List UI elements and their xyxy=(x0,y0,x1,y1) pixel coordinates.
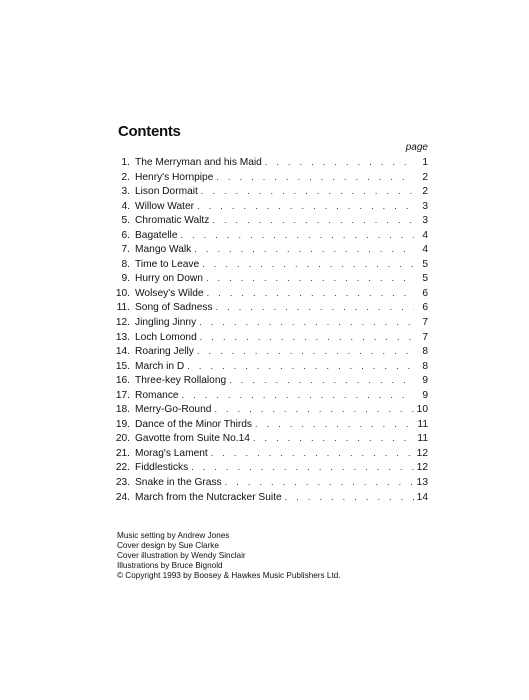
entry-page-number: 4 xyxy=(422,229,428,241)
entry-page-number: 10 xyxy=(416,404,428,416)
entry-page-number: 7 xyxy=(422,317,428,329)
entry-number: 5. xyxy=(121,215,130,227)
entry-title: Merry-Go-Round xyxy=(135,404,212,416)
entry-page-number: 13 xyxy=(416,477,428,489)
toc-entry xyxy=(114,184,428,199)
entry-title: Dance of the Minor Thirds xyxy=(135,418,253,430)
dot-leader xyxy=(207,286,414,301)
entry-title: Jingling Jinny xyxy=(135,317,197,329)
entry-number: 10. xyxy=(115,287,130,299)
dot-leader xyxy=(229,373,414,388)
entry-number: 7. xyxy=(121,244,130,256)
entry-page-number: 8 xyxy=(422,360,428,372)
entry-page-number: 4 xyxy=(422,244,428,256)
entry-title: Time to Leave xyxy=(135,258,200,270)
entry-number: 21. xyxy=(115,447,130,459)
toc-entry xyxy=(114,286,428,301)
entry-page-number: 9 xyxy=(422,389,428,401)
entry-page-number: 3 xyxy=(422,200,428,212)
toc-entry xyxy=(114,199,428,214)
entry-page-number: 9 xyxy=(422,375,428,387)
toc-entry xyxy=(114,344,428,359)
dot-leader xyxy=(194,242,414,257)
entry-title: Hurry on Down xyxy=(135,273,203,285)
entry-title: Willow Water xyxy=(135,200,195,212)
entry-number: 16. xyxy=(115,375,130,387)
entry-page-number: 12 xyxy=(416,447,428,459)
credits-block xyxy=(117,531,341,581)
entry-title: Roaring Jelly xyxy=(135,346,194,358)
dot-leader xyxy=(187,359,414,374)
entry-page-number: 1 xyxy=(422,157,428,168)
entry-title: Morag's Lament xyxy=(135,447,208,459)
dot-leader xyxy=(197,199,414,214)
entry-title: March from the Nutcracker Suite xyxy=(135,491,282,503)
entry-number: 18. xyxy=(115,404,130,416)
entry-number: 6. xyxy=(121,229,130,241)
dot-leader xyxy=(253,431,414,446)
dot-leader xyxy=(212,213,414,228)
toc-entry xyxy=(114,431,428,446)
entry-number: 23. xyxy=(115,477,130,489)
dot-leader xyxy=(199,315,414,330)
entry-number: 12. xyxy=(115,317,130,329)
toc-entry xyxy=(114,460,428,475)
entry-title: Romance xyxy=(135,389,179,401)
dot-leader xyxy=(202,257,414,272)
toc-entry xyxy=(114,417,428,432)
entry-page-number: 12 xyxy=(416,462,428,474)
toc-entry xyxy=(114,475,428,490)
credit-line: Illustrations by Bruce Bignold xyxy=(117,561,223,571)
toc-entry xyxy=(114,271,428,286)
entry-page-number: 2 xyxy=(422,186,428,198)
entry-number: 11. xyxy=(116,302,130,314)
entry-title: Wolsey's Wilde xyxy=(135,287,204,299)
entry-title: Loch Lomond xyxy=(135,331,197,343)
entry-number: 17. xyxy=(115,389,130,401)
entry-title: Gavotte from Suite No.14 xyxy=(135,433,250,445)
entry-number: 22. xyxy=(115,462,130,474)
toc-entry xyxy=(114,315,428,330)
entry-number: 14. xyxy=(115,346,130,358)
toc-entry xyxy=(114,213,428,228)
entry-page-number: 11 xyxy=(417,433,428,445)
entry-title: Mango Walk xyxy=(135,244,192,256)
entry-title: March in D xyxy=(135,360,185,372)
entry-page-number: 7 xyxy=(422,331,428,343)
entry-title: Chromatic Waltz xyxy=(135,215,210,227)
dot-leader xyxy=(216,170,414,185)
toc-entry xyxy=(114,170,428,185)
dot-leader xyxy=(225,475,414,490)
page-title: Contents xyxy=(118,123,181,140)
entry-page-number: 14 xyxy=(416,491,428,503)
dot-leader xyxy=(201,184,414,199)
entry-title: Fiddlesticks xyxy=(135,462,189,474)
toc-entry xyxy=(114,359,428,374)
entry-number: 24. xyxy=(115,491,130,503)
entry-number: 13. xyxy=(115,331,130,343)
entry-title: Henry's Hornpipe xyxy=(135,171,214,183)
dot-leader xyxy=(197,344,414,359)
entry-number: 19. xyxy=(115,418,130,430)
entry-title: Bagatelle xyxy=(135,229,178,241)
contents-list xyxy=(114,155,428,504)
dot-leader xyxy=(206,271,414,286)
dot-leader xyxy=(200,330,414,345)
entry-number: 20. xyxy=(115,433,130,445)
entry-number: 9. xyxy=(121,273,130,285)
dot-leader xyxy=(191,460,414,475)
entry-page-number: 11 xyxy=(417,418,428,430)
entry-title: The Merryman and his Maid xyxy=(135,157,262,168)
toc-entry xyxy=(114,446,428,461)
entry-page-number: 2 xyxy=(422,171,428,183)
entry-page-number: 3 xyxy=(422,215,428,227)
entry-number: 3. xyxy=(121,186,130,198)
dot-leader xyxy=(265,155,414,170)
dot-leader xyxy=(285,490,414,505)
toc-entry xyxy=(114,257,428,272)
entry-number: 2. xyxy=(121,171,130,183)
entry-title: Song of Sadness xyxy=(135,302,213,314)
entry-page-number: 5 xyxy=(422,258,428,270)
entry-page-number: 6 xyxy=(422,302,428,314)
entry-number: 4. xyxy=(121,200,130,212)
entry-title: Snake in the Grass xyxy=(135,477,222,489)
toc-entry xyxy=(114,330,428,345)
dot-leader xyxy=(211,446,414,461)
toc-entry xyxy=(114,373,428,388)
dot-leader xyxy=(214,402,414,417)
toc-entry xyxy=(114,300,428,315)
credit-line: © Copyright 1993 by Boosey & Hawkes Music Publishers Ltd. xyxy=(117,571,341,581)
entry-page-number: 5 xyxy=(422,273,428,285)
toc-entry xyxy=(114,402,428,417)
toc-entry xyxy=(114,242,428,257)
entry-number: 8. xyxy=(121,258,130,270)
page-column-label: page xyxy=(405,142,428,153)
credit-line: Cover illustration by Wendy Sinclair xyxy=(117,551,246,561)
entry-title: Lison Dormait xyxy=(135,186,198,198)
entry-page-number: 6 xyxy=(422,287,428,299)
dot-leader xyxy=(255,417,414,432)
entry-number: 15. xyxy=(115,360,130,372)
toc-entry xyxy=(114,155,428,170)
dot-leader xyxy=(182,388,414,403)
toc-entry xyxy=(114,228,428,243)
credit-line: Cover design by Sue Clarke xyxy=(117,541,219,551)
toc-entry xyxy=(114,490,428,505)
credit-line: Music setting by Andrew Jones xyxy=(117,531,230,540)
entry-page-number: 8 xyxy=(422,346,428,358)
entry-title: Three-key Rollalong xyxy=(135,375,227,387)
dot-leader xyxy=(180,228,414,243)
entry-number: 1. xyxy=(121,157,130,168)
toc-entry xyxy=(114,388,428,403)
dot-leader xyxy=(216,300,414,315)
